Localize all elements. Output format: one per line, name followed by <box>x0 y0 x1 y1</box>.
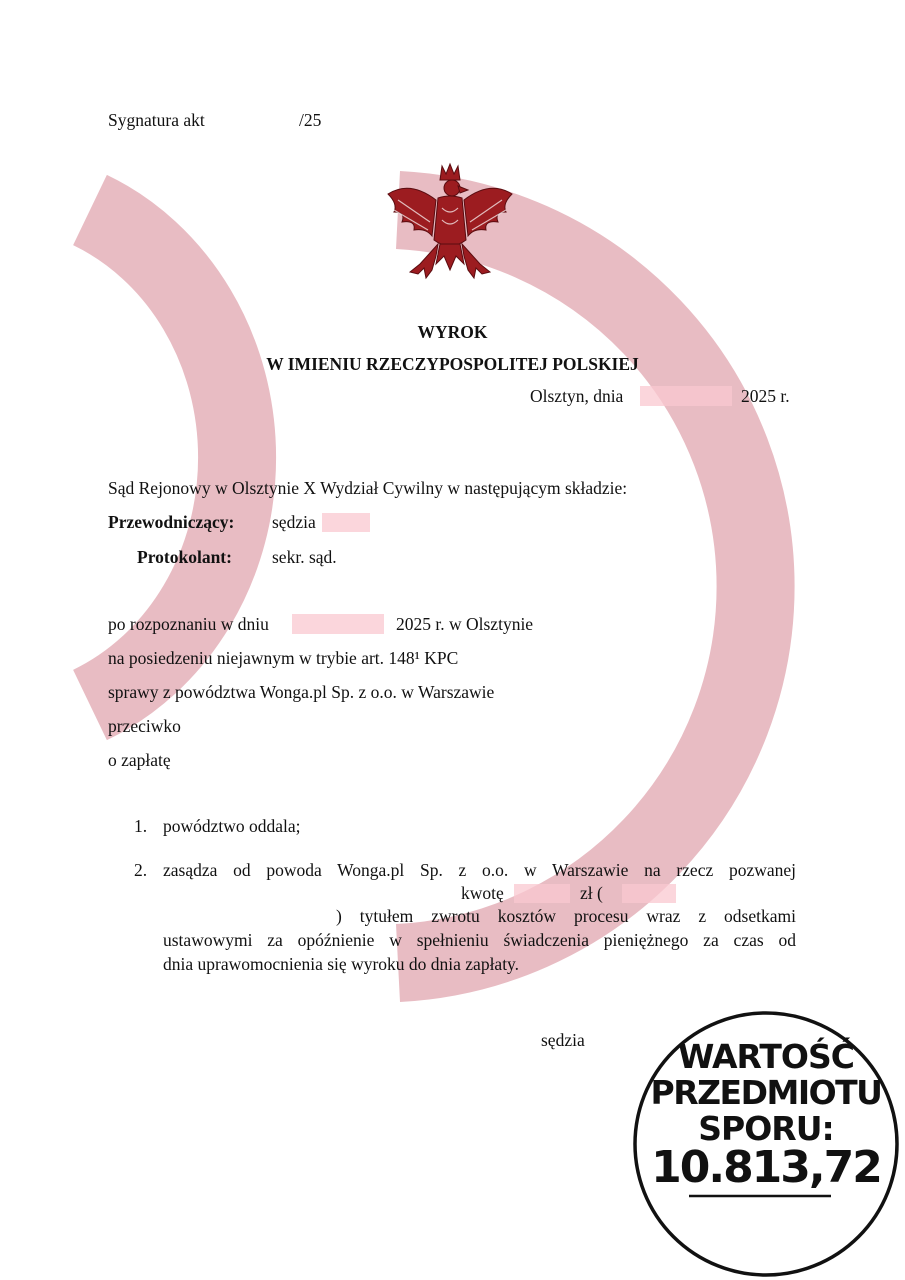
polish-eagle-icon <box>380 160 520 302</box>
redaction-amount <box>514 884 570 903</box>
place-date-prefix: Olsztyn, dnia <box>530 386 624 406</box>
stamp-amount: 10.813,72 <box>651 1142 881 1193</box>
signature-label: sędzia <box>541 1030 585 1050</box>
clerk-label: Protokolant: <box>137 547 232 567</box>
document-subtitle: W IMIENIU RZECZYPOSPOLITEJ POLSKIEJ <box>266 354 639 374</box>
stamp-line-1: WARTOŚĆ <box>678 1037 854 1076</box>
case-line-1-prefix: po rozpoznaniu w dniu <box>108 614 269 634</box>
value-stamp <box>631 1009 901 1279</box>
ruling-1-text: powództwo oddala; <box>163 816 301 836</box>
ruling-1-number: 1. <box>134 816 148 836</box>
redaction-amount-words <box>622 884 676 903</box>
chair-value: sędzia <box>272 512 316 532</box>
case-line-2: na posiedzeniu niejawnym w trybie art. 148¹ KPC <box>108 648 459 668</box>
case-signature-value: /25 <box>299 110 322 130</box>
case-line-3: sprawy z powództwa Wonga.pl Sp. z o.o. w Warszawie <box>108 682 495 702</box>
ruling-2-line-4: ustawowymi za opóźnienie w spełnieniu świadczenia pieniężnego za czas od <box>163 930 796 950</box>
stamp-line-3: SPORU: <box>698 1109 834 1148</box>
ruling-2-line-2-a: kwotę <box>461 883 504 903</box>
ruling-2-line-1: zasądza od powoda Wonga.pl Sp. z o.o. w Warszawie na rzecz pozwanej <box>163 860 796 880</box>
case-line-5: o zapłatę <box>108 750 171 770</box>
redaction-chair <box>322 513 370 532</box>
place-date-suffix: 2025 r. <box>741 386 790 406</box>
ruling-2-line-2-b: zł ( <box>580 883 603 903</box>
chair-label: Przewodniczący: <box>108 512 235 532</box>
court-intro: Sąd Rejonowy w Olsztynie X Wydział Cywilny w następującym składzie: <box>108 478 628 498</box>
ruling-2-number: 2. <box>134 860 148 880</box>
ruling-2-line-5: dnia uprawomocnienia się wyroku do dnia zapłaty. <box>163 954 520 974</box>
case-signature-label: Sygnatura akt <box>108 110 205 130</box>
stamp-line-2: PRZEDMIOTU <box>650 1073 882 1112</box>
redaction-hearing-date <box>292 614 384 634</box>
case-line-4: przeciwko <box>108 716 181 736</box>
redaction-date <box>640 386 732 406</box>
document-title: WYROK <box>417 322 488 342</box>
ruling-2-line-3: ) tytułem zwrotu kosztów procesu wraz z odsetkami <box>336 906 796 926</box>
clerk-value: sekr. sąd. <box>272 547 337 567</box>
case-line-1-suffix: 2025 r. w Olsztynie <box>396 614 534 634</box>
